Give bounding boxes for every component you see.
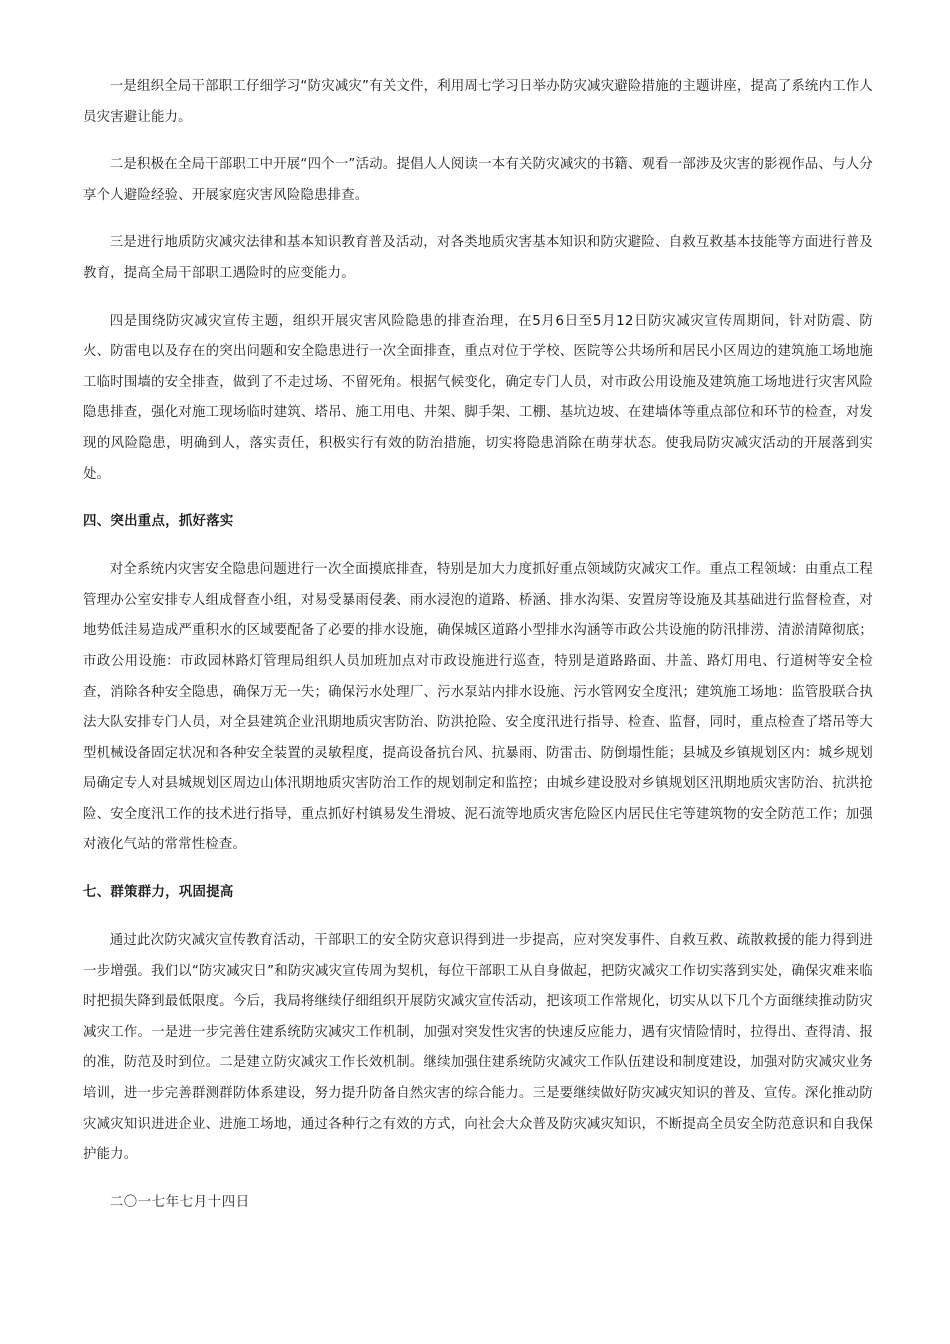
section-four-body: 对全系统内灾害安全隐患问题进行一次全面摸底排查，特别是加大力度抓好重点领域防灾减灾工作。重点工程领域：由重点工程管理办公室安排专人组成督查小组，对易受暴雨侵袭、雨水浸泡的道路、桥涵、排水沟渠、安置房等设施及其基础进行监督检查，对地势低洼易造成严重积水的区域要配备了必要的排水设施，确保城区道路小型排水沟涵等市政公共设施的防汛排涝、清淤清障彻底；市政公用设施：市政园林路灯管理局组织人员加班加点对市政设施进行巡查，特别是道路路面、井盖、路灯用电、行道树等安全检查，消除各种安全隐患，确保万无一失；确保污水处理厂、污水泵站内排水设施、污水管网安全度汛；建筑施工场地：监管股联合执法大队安排专门人员，对全县建筑企业汛期地质灾害防治、防洪抢险、安全度汛进行指导、检查、监督，同时，重点检查了塔吊等大型机械设备固定状况和各种安全装置的灵敏程度，提高设备抗台风、抗暴雨、防雷击、防倒塌性能；县城及乡镇规划区内：城乡规划局确定专人对县城规划区周边山体汛期地质灾害防治工作的规划制定和监控；由城乡建设股对乡镇规划区汛期地质灾害防治、抗洪抢险、安全度汛工作的技术进行指导，重点抓好村镇易发生滑坡、泥石流等地质灾害危险区内居民住宅等建筑物的安全防范工作；加强对液化气站的常常性检查。: [83, 562, 873, 853]
paragraph-item-three: 三是进行地质防灾减灾法律和基本知识教育普及活动，对各类地质灾害基本知识和防灾避险、自救互救基本技能等方面进行普及教育，提高全局干部职工遇险时的应变能力。: [83, 235, 873, 281]
section-heading-four: 四、突出重点，抓好落实: [83, 514, 234, 530]
section-seven-body: 通过此次防灾减灾宣传教育活动，干部职工的安全防灾意识得到进一步提高，应对突发事件、自救互救、疏散救援的能力得到进一步增强。我们以“防灾减灾日”和防灾减灾宣传周为契机，每位干部职工从自身做起，把防灾减灾工作切实落到实处，确保灾难来临时把损失降到最低限度。今后，我局将继续仔细组织开展防灾减灾宣传活动，把该项工作常规化，切实从以下几个方面继续推动防灾减灾工作。一是进一步完善住建系统防灾减灾工作机制，加强对突发性灾害的快速反应能力，遇有灾情险情时，拉得出、查得清、报的准，防范及时到位。二是建立防灾减灾工作长效机制。继续加强住建系统防灾减灾工作队伍建设和制度建设，加强对防灾减灾业务培训，进一步完善群测群防体系建设，努力提升防备自然灾害的综合能力。三是要继续做好防灾减灾知识的普及、宣传。深化推动防灾减灾知识进进企业、进施工场地，通过各种行之有效的方式，向社会大众普及防灾减灾知识，不断提高全员安全防范意识和自我保护能力。: [83, 933, 873, 1163]
document-date: 二〇一七年七月十四日: [109, 1194, 250, 1210]
section-heading-seven: 七、群策群力，巩固提高: [83, 885, 234, 901]
paragraph-item-one: 一是组织全局干部职工仔细学习“防灾减灾”有关文件，利用周七学习日举办防灾减灾避险措施的主题讲座，提高了系统内工作人员灾害避让能力。: [83, 79, 873, 125]
paragraph-item-two: 二是积极在全局干部职工中开展“四个一”活动。提倡人人阅读一本有关防灾减灾的书籍、观看一部涉及灾害的影视作品、与人分享个人避险经验、开展家庭灾害风险隐患排查。: [83, 157, 873, 203]
document-page: [83, 72, 873, 1218]
paragraph-item-four: 四是围绕防灾减灾宣传主题，组织开展灾害风险隐患的排查治理，在5月6日至5月12日防灾减灾宣传周期间，针对防震、防火、防雷电以及存在的突出问题和安全隐患进行一次全面排查，重点对位于学校、医院等公共场所和居民小区周边的建筑施工场地施工临时围墙的安全排查，做到了不走过场、不留死角。根据气候变化，确定专门人员，对市政公用设施及建筑施工场地进行灾害风险隐患排查，强化对施工现场临时建筑、塔吊、施工用电、井架、脚手架、工棚、基坑边坡、在建墙体等重点部位和环节的检查，对发现的风险隐患，明确到人，落实责任，积极实行有效的防治措施，切实将隐患消除在萌芽状态。使我局防灾减灾活动的开展落到实处。: [83, 313, 873, 482]
